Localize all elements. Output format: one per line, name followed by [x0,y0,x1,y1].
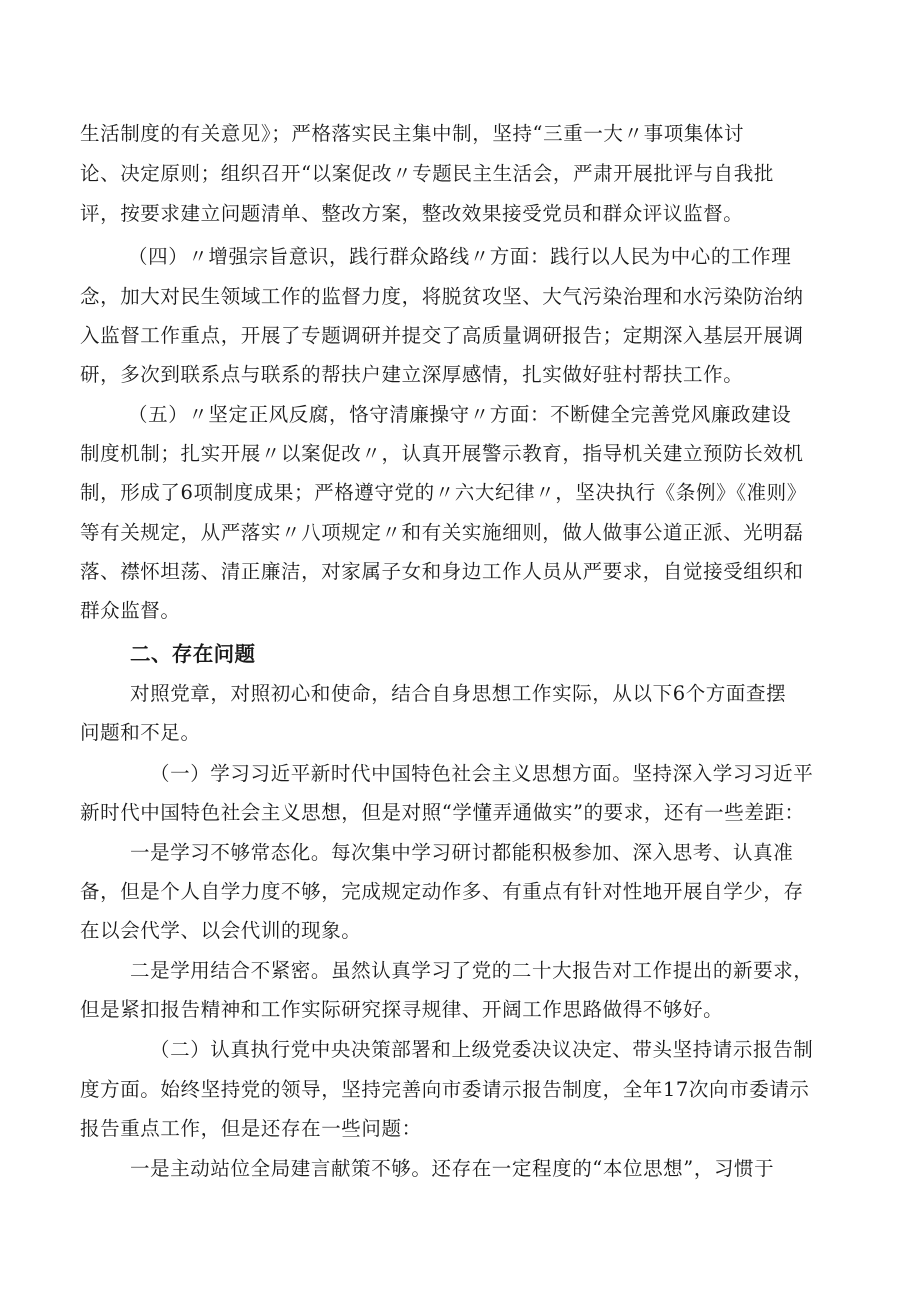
paragraph-line: （一）学习习近平新时代中国特色社会主义思想方面。坚持深入学习习近平 [150,762,814,785]
paragraph-line: 生活制度的有关意见》；严格落实民主集中制，坚持“三重一大〃事项集体讨 [80,122,745,145]
section-heading: 二、存在问题 [130,642,256,666]
paragraph-line: 在以会代学、以会代训的现象。 [80,919,362,942]
paragraph-line: （二）认真执行党中央决策部署和上级党委决议决定、带头坚持请示报告制 [150,1038,814,1061]
paragraph-line: 备，但是个人自学力度不够，完成规定动作多、有重点有针对性地开展自学少，存 [80,880,804,903]
paragraph-line: 评，按要求建立问题清单、整改方案，整改效果接受党员和群众评议监督。 [80,202,744,225]
paragraph-line: （四）〃增强宗旨意识，践行群众路线〃方面：践行以人民为中心的工作理 [128,245,792,268]
paragraph-line: 一是学习不够常态化。每次集中学习研讨都能积极参加、深入思考、认真准 [130,841,794,864]
paragraph-line: 制度机制；扎实开展〃以案促改〃，认真开展警示教育，指导机关建立预防长效机 [80,442,804,465]
paragraph-line: 入监督工作重点，开展了专题调研并提交了高质量调研报告；定期深入基层开展调 [80,324,804,347]
paragraph-line: （五）〃坚定正风反腐，恪守清廉操守〃方面：不断健全完善党风廉政建设 [128,403,792,426]
paragraph-line: 论、决定原则；组织召开“以案促改〃专题民主生活会，严肃开展批评与自我批 [80,162,774,185]
paragraph-line: 等有关规定，从严落实〃八项规定〃和有关实施细则，做人做事公道正派、光明磊 [80,521,804,544]
paragraph-line: 二是学用结合不紧密。虽然认真学习了党的二十大报告对工作提出的新要求， [130,959,814,982]
paragraph-line: 报告重点工作，但是还存在一些问题： [80,1117,422,1140]
paragraph-line: 念，加大对民生领域工作的监督力度，将脱贫攻坚、大气污染治理和水污染防治纳 [80,285,804,308]
paragraph-line: 新时代中国特色社会主义思想，但是对照“学懂弄通做实”的要求，还有一些差距： [80,801,805,824]
paragraph-line: 落、襟怀坦荡、清正廉洁，对家属子女和身边工作人员从严要求，自觉接受组织和 [80,560,804,583]
paragraph-line: 一是主动站位全局建言献策不够。还存在一定程度的“本位思想”，习惯于 [130,1157,775,1180]
paragraph-line: 但是紧扣报告精神和工作实际研究探寻规律、开阔工作思路做得不够好。 [80,998,724,1021]
paragraph-line: 对照党章，对照初心和使命，结合自身思想工作实际，从以下6个方面查摆 [130,682,787,705]
paragraph-line: 问题和不足。 [80,721,201,744]
paragraph-line: 研，多次到联系点与联系的帮扶户建立深厚感情，扎实做好驻村帮扶工作。 [80,363,744,386]
paragraph-line: 度方面。始终坚持党的领导，坚持完善向市委请示报告制度，全年17次向市委请示 [80,1078,810,1101]
paragraph-line: 制，形成了6项制度成果；严格遵守党的〃六大纪律〃，坚决执行《条例》《准则》 [80,481,807,504]
paragraph-line: 群众监督。 [80,599,181,622]
